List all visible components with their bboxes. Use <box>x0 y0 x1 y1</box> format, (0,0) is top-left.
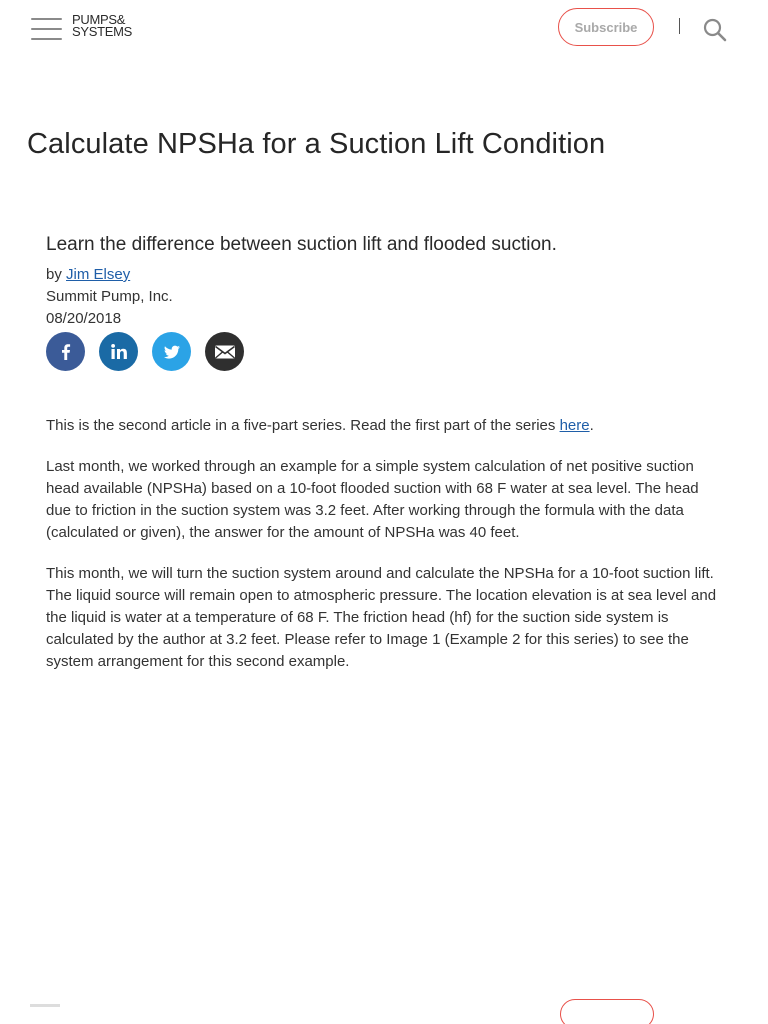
article-body <box>46 415 726 673</box>
logo-line-1: PUMPS& <box>72 12 126 27</box>
footer-partial-button[interactable] <box>560 999 654 1024</box>
series-part-one-link[interactable]: here <box>559 417 590 434</box>
publish-date: 08/20/2018 <box>46 310 122 327</box>
email-icon <box>213 342 237 362</box>
site-header <box>0 0 768 60</box>
site-logo[interactable] <box>72 14 144 44</box>
paragraph-1-text: This is the second article in a five-part series. Read the first part of the series <box>46 417 560 434</box>
twitter-share-button[interactable] <box>152 332 191 371</box>
menu-bar-middle <box>31 28 62 30</box>
logo-line-2: SYSTEMS <box>72 24 133 39</box>
article-byline <box>46 264 726 330</box>
company-name: Summit Pump, Inc. <box>46 288 173 305</box>
menu-bar-bottom <box>31 38 62 40</box>
by-prefix: by <box>46 266 67 283</box>
author-link[interactable]: Jim Elsey <box>66 266 131 283</box>
subscribe-button[interactable]: Subscribe <box>558 8 654 46</box>
footer-partial-logo <box>30 1004 60 1007</box>
hamburger-menu-icon[interactable] <box>31 16 63 42</box>
article <box>46 232 726 692</box>
menu-bar-top <box>31 18 62 20</box>
facebook-icon <box>56 342 76 362</box>
article-subtitle: Learn the difference between suction lift and flooded suction. <box>46 234 557 255</box>
paragraph-1-end: . <box>589 417 594 434</box>
email-share-button[interactable] <box>205 332 244 371</box>
paragraph-3: This month, we will turn the suction system around and calculate the NPSHa for a 10-foot suction lift. The liquid source will remain open to atmospheric pressure. The location elevation is at sea level and the liquid is water at a temperature of 68 F. The friction head (hf) for the suction side system is calculated by the author at 3.2 feet. Please refer to Image 1 (Example 2 for this series) to see the system arrangement for this second example. <box>46 565 717 670</box>
facebook-share-button[interactable] <box>46 332 85 371</box>
paragraph-2: Last month, we worked through an example for a simple system calculation of net positive suction head available (NPSHa) based on a 10-foot flooded suction with 68 F water at sea level. The head due to friction in the suction system was 3.2 feet. After working through the formula with the data (calculated or given), the answer for the amount of NPSHa was 40 feet. <box>46 458 699 541</box>
search-icon[interactable] <box>702 17 728 43</box>
linkedin-share-button[interactable] <box>99 332 138 371</box>
share-buttons <box>46 332 726 371</box>
author-line <box>46 264 726 286</box>
header-divider <box>679 18 680 34</box>
linkedin-icon <box>109 342 129 362</box>
paragraph-1 <box>46 415 726 437</box>
page-title: Calculate NPSHa for a Suction Lift Condition <box>27 128 606 160</box>
twitter-icon <box>162 342 182 362</box>
